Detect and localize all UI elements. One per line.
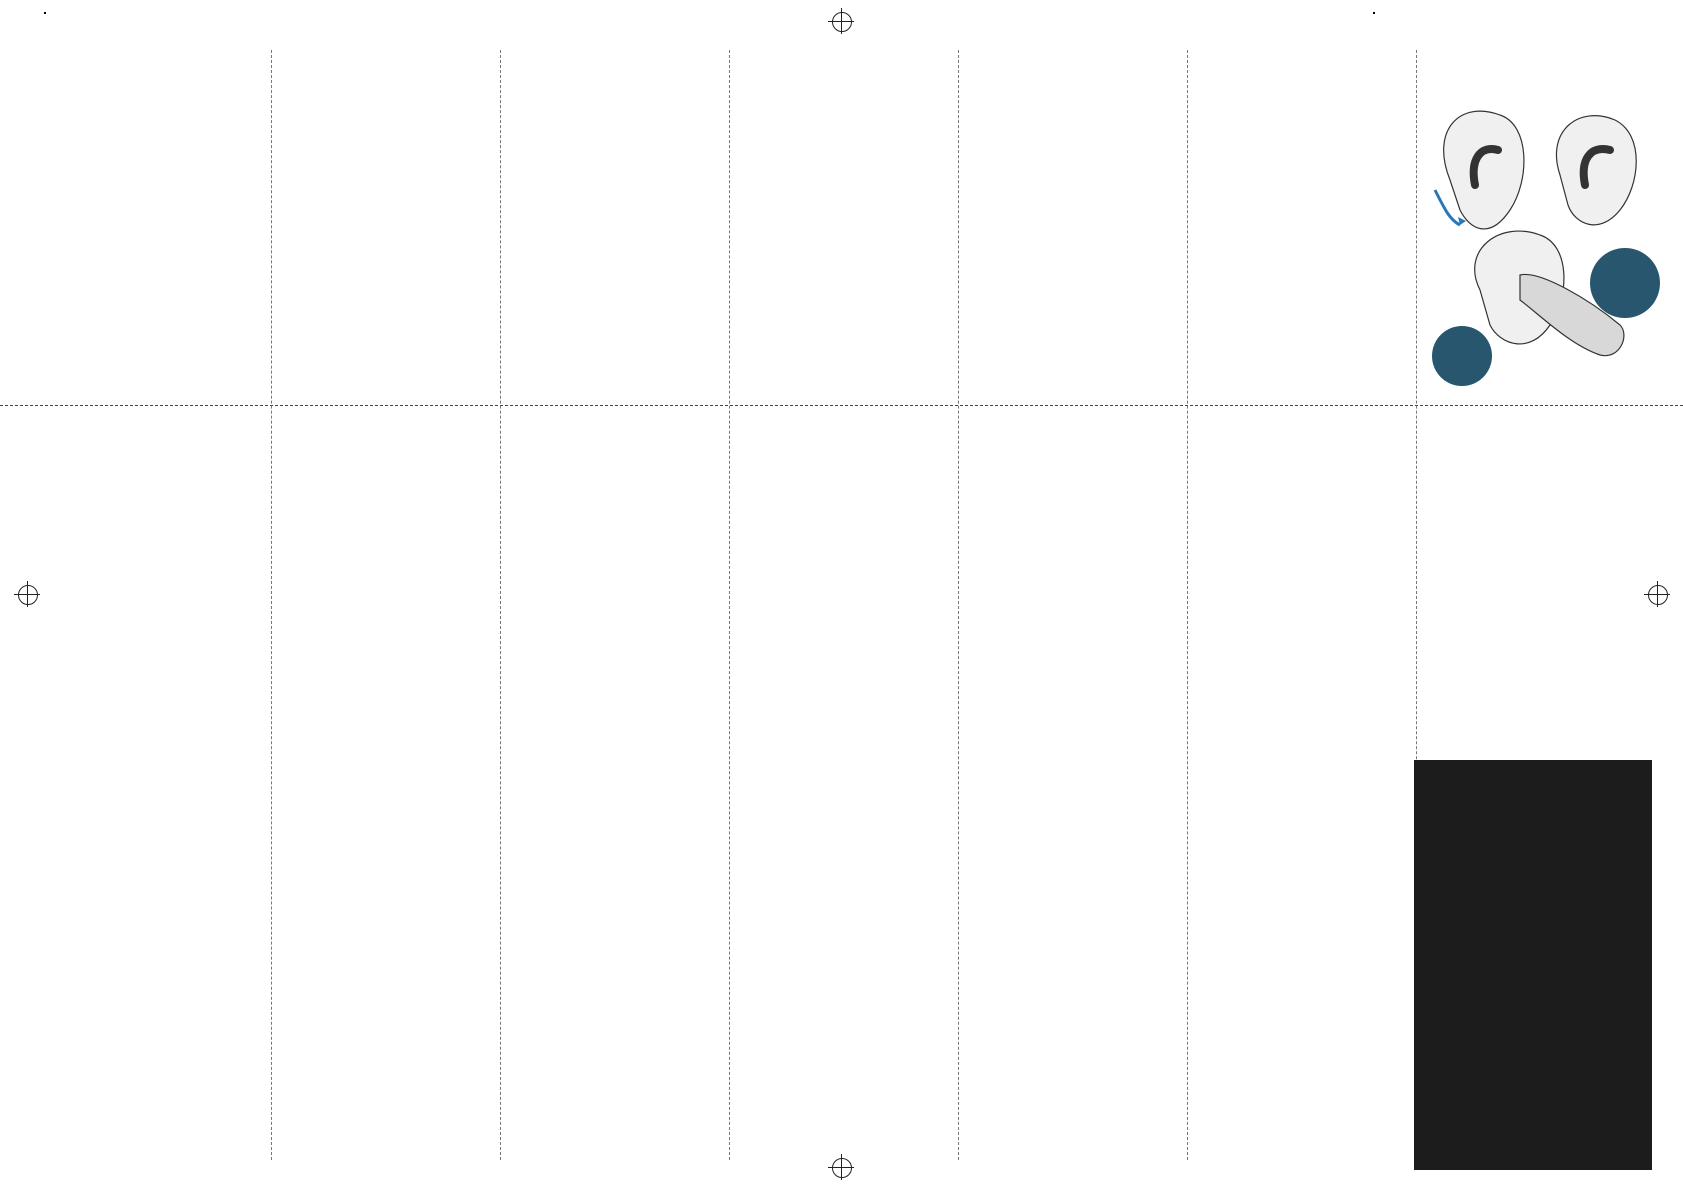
fold-line-4 (958, 50, 959, 1160)
registration-mark-left (18, 585, 38, 605)
fold-line-1 (271, 50, 272, 1160)
registration-mark-bottom (832, 1158, 852, 1178)
fold-line-2 (500, 50, 501, 1160)
color-bar-right (1373, 12, 1375, 14)
fold-line-5 (1187, 50, 1188, 1160)
brand-panel (1414, 760, 1652, 1170)
registration-mark-right (1648, 585, 1668, 605)
red-blue-badge (1432, 326, 1492, 386)
horizontal-fold-line (0, 405, 1683, 406)
fold-line-3 (729, 50, 730, 1160)
color-bar-left (44, 12, 46, 14)
registration-mark-top (832, 12, 852, 32)
press-hold-badge (1590, 248, 1660, 318)
legal-column (1424, 418, 1652, 428)
